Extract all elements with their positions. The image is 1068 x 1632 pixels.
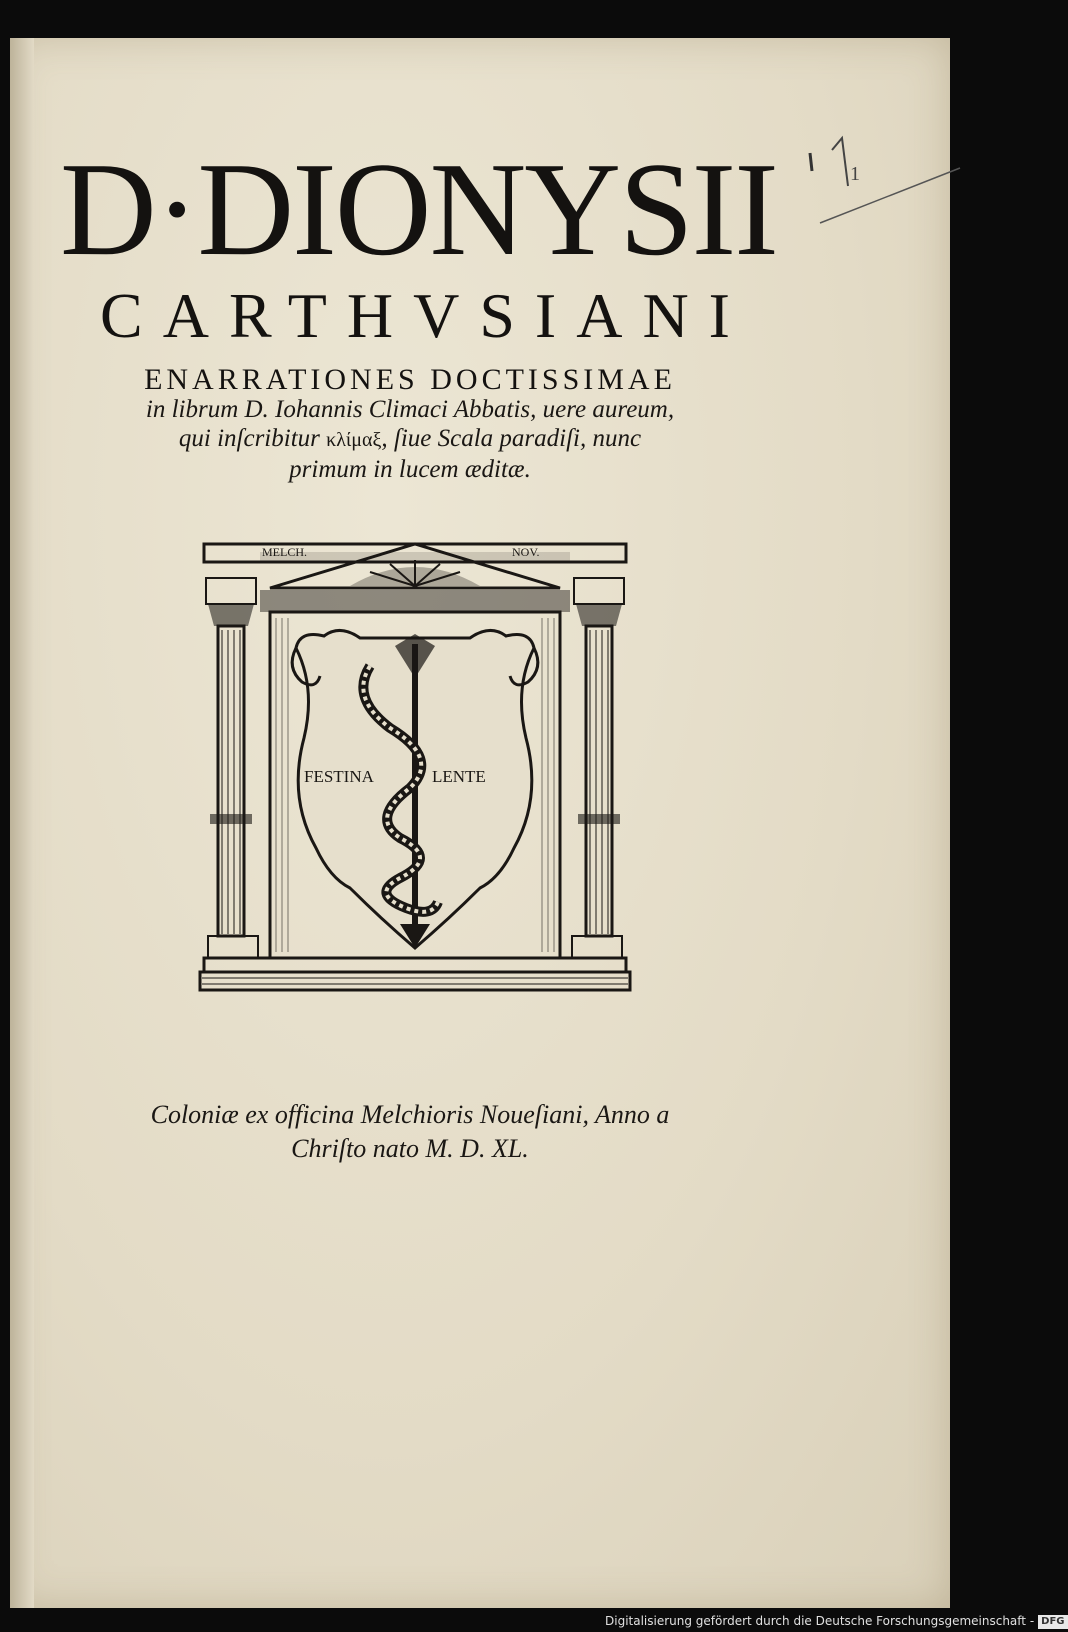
title-author: D·DIONYSII (60, 135, 777, 283)
greek-word: κλίμαξ (326, 429, 382, 451)
title-order: CARTHVSIANI (100, 280, 750, 351)
imprint-line: Coloniæ ex officina Melchioris Noueſiani, Anno a (150, 1100, 670, 1129)
title-description (100, 395, 720, 484)
motto-left: FESTINA (304, 767, 374, 786)
left-column (206, 578, 258, 958)
printers-mark-woodcut (200, 538, 630, 1038)
imprint-line: Chriſto nato M. D. XL. (291, 1134, 529, 1163)
mark-label-left: MELCH. (262, 545, 307, 559)
imprint (130, 1098, 690, 1166)
svg-text:1: 1 (850, 163, 860, 185)
dfg-logo: DFG (1038, 1615, 1067, 1629)
page-gutter (10, 38, 34, 1608)
motto-right: LENTE (432, 767, 486, 786)
right-column (572, 578, 624, 958)
dfg-credit-text: Digitalisierung gefördert durch die Deutsche Forschungsgemeinschaft - (605, 1614, 1035, 1628)
title-work: ENARRATIONES DOCTISSIMAE (144, 363, 676, 396)
mark-label-right: NOV. (512, 545, 540, 559)
title-line: primum in lucem æditæ. (289, 456, 531, 483)
title-page (10, 38, 950, 1608)
title-line: in librum D. Iohannis Climaci Abbatis, uere aureum, (145, 396, 675, 423)
handwritten-annotation (810, 108, 960, 218)
title-line: qui inſcribitur κλίμαξ, ſiue Scala paradiſi, nunc (178, 425, 642, 452)
dfg-credit-footer (605, 1610, 1068, 1632)
